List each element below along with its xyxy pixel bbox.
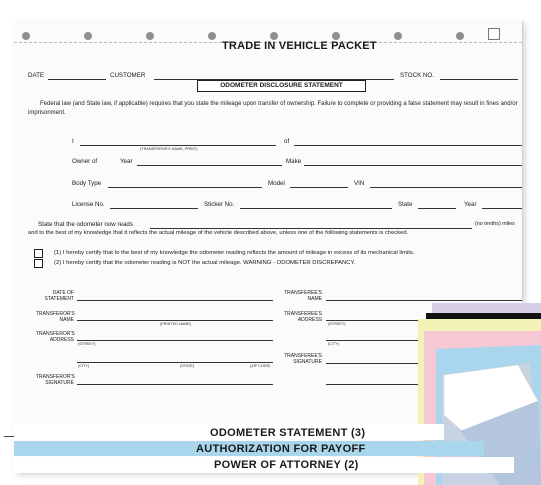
fold-mark <box>4 436 14 437</box>
of-label: of <box>284 138 290 145</box>
transferor-address-label: TRANSFEROR'S ADDRESS <box>36 331 75 343</box>
transferee-city-caption: (CITY) <box>328 342 340 346</box>
model-label: Model <box>268 180 285 187</box>
zip-caption: (ZIP CODE) <box>250 364 271 368</box>
license-no-field[interactable] <box>110 208 198 209</box>
binder-hole <box>456 32 464 40</box>
no-tenths-label: (no tenths) miles <box>475 221 515 227</box>
corner-box <box>488 28 500 40</box>
certify-1-text: (1) I hereby certify that to the best of my knowledge the odometer reading reflects the amount of mileage in excess of its mechanical limits. <box>54 250 415 256</box>
year-label: Year <box>120 158 133 165</box>
binder-hole <box>146 32 154 40</box>
transferor-signature-field[interactable] <box>77 384 273 385</box>
transferor-printed-name-field[interactable] <box>77 320 273 321</box>
transferee-name-label: TRANSFEREE'S NAME <box>284 290 322 302</box>
body-type-label: Body Type <box>72 180 102 187</box>
transferor-name-label: TRANSFEROR'S NAME <box>36 311 75 323</box>
band-1-label: ODOMETER STATEMENT (3) <box>210 427 366 439</box>
customer-label: CUSTOMER <box>110 72 146 79</box>
i-label: I <box>72 138 74 145</box>
stock-no-label: STOCK NO. <box>400 72 434 79</box>
transferee-street-caption: (STREET) <box>328 322 346 326</box>
reading-continuation: and to the best of my knowledge that it reflects the actual mileage of the vehicle described above, unless one of the following statements is checked. <box>28 230 409 236</box>
transferee-address-label: TRANSFEREE'S ADDRESS <box>284 311 322 323</box>
make-label: Make <box>286 158 302 165</box>
year2-field[interactable] <box>482 208 522 209</box>
transferor-signature-label: TRANSFEROR'S SIGNATURE <box>36 374 75 386</box>
law-text: Federal law (and State law, if applicable) requires that you state the mileage upon transfer of ownership. Failure to complete or providing a false statement may result in fines and/or imprisonment. <box>28 101 518 116</box>
date-of-statement-field[interactable] <box>77 300 273 301</box>
binder-hole <box>332 32 340 40</box>
transferee-signature-label: TRANSFEREE'S SIGNATURE <box>284 353 322 365</box>
of-field[interactable] <box>294 145 522 146</box>
body-type-field[interactable] <box>108 187 262 188</box>
certify-2-checkbox[interactable] <box>34 259 43 268</box>
transferor-street-field[interactable] <box>77 340 273 341</box>
binder-hole <box>208 32 216 40</box>
certify-1-checkbox[interactable] <box>34 249 43 258</box>
binder-hole <box>84 32 92 40</box>
binder-hole <box>270 32 278 40</box>
year-field[interactable] <box>137 165 282 166</box>
date-label: DATE <box>28 72 45 79</box>
state-caption: (STATE) <box>180 364 195 368</box>
make-field[interactable] <box>304 165 522 166</box>
binder-hole <box>394 32 402 40</box>
owner-of-label: Owner of <box>72 158 98 165</box>
sticker-no-label: Sticker No. <box>204 201 235 208</box>
date-of-statement-label: DATE OF STATEMENT <box>44 290 74 302</box>
state-field[interactable] <box>418 208 456 209</box>
vin-label: VIN <box>354 180 365 187</box>
street-caption: (STREET) <box>78 342 96 346</box>
transferor-city-state-zip-field[interactable] <box>77 362 273 363</box>
stock-no-field[interactable] <box>440 79 518 80</box>
sticker-no-field[interactable] <box>240 208 392 209</box>
odometer-reading-field[interactable] <box>150 228 472 229</box>
binder-hole <box>22 32 30 40</box>
state-label: State <box>398 201 413 208</box>
vin-field[interactable] <box>370 187 522 188</box>
certify-2-text: (2) I hereby certify that the odometer reading is NOT the actual mileage. WARNING - ODOMETER DISCREPANCY. <box>54 260 356 266</box>
printed-name-caption: (PRINTED NAME) <box>160 322 192 326</box>
transferor-name-field[interactable] <box>80 145 276 146</box>
band-2-label: AUTHORIZATION FOR PAYOFF <box>196 443 366 455</box>
license-no-label: License No. <box>72 201 105 208</box>
section-title: ODOMETER DISCLOSURE STATEMENT <box>197 80 366 92</box>
model-field[interactable] <box>290 187 348 188</box>
city-caption: (CITY) <box>78 364 90 368</box>
packet-title: TRADE IN VEHICLE PACKET <box>222 40 377 52</box>
transferor-name-caption: (TRANSFEROR'S NAME, PRINT) <box>140 147 198 151</box>
year2-label: Year <box>464 201 477 208</box>
date-field[interactable] <box>48 79 106 80</box>
odometer-reads-label: State that the odometer now reads <box>38 221 133 228</box>
band-3-label: POWER OF ATTORNEY (2) <box>214 459 359 471</box>
